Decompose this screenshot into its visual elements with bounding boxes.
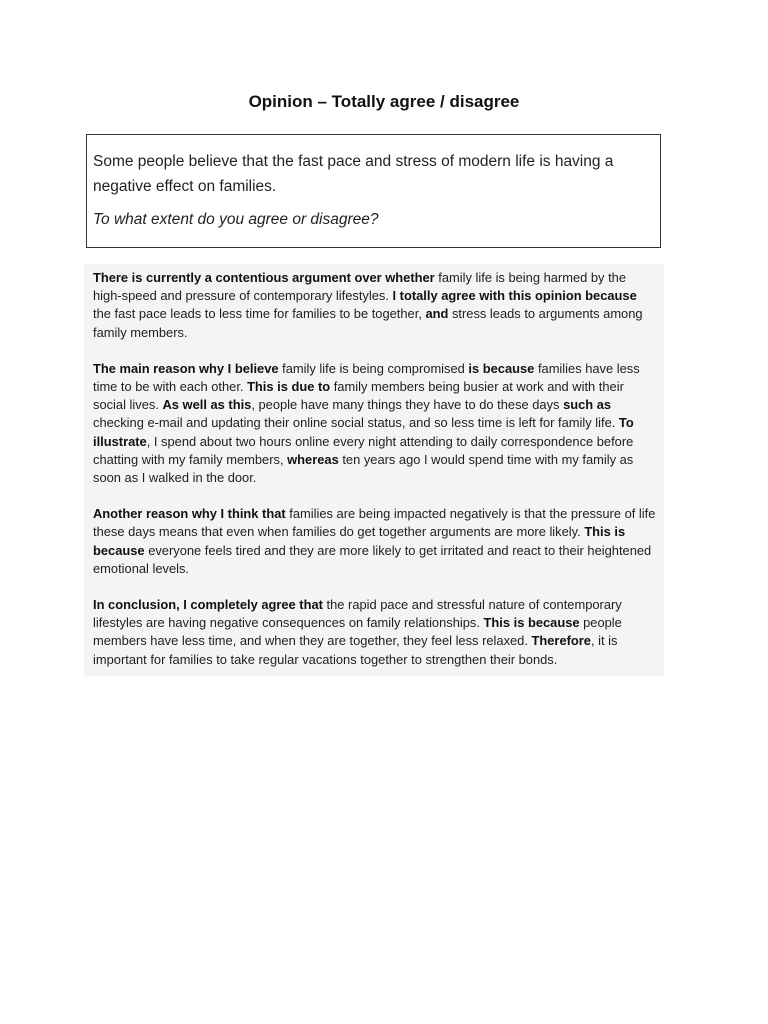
essay-key-phrase: This is due to	[247, 379, 331, 395]
essay-key-phrase: In conclusion, I completely agree that	[93, 597, 323, 613]
essay-text-run: everyone feels tired and they are more likely to get irritated and react to their heightened emotional levels.	[93, 542, 652, 576]
essay-text-run: , it is important for families to take regular vacations together to strengthen their bonds.	[93, 633, 618, 667]
essay-text-run: family life is being compromised	[278, 360, 469, 376]
essay-text-run: , I spend about two hours online every night attending to daily correspondence before chatting with my family members,	[93, 433, 634, 467]
essay-text-run: stress leads to arguments among family members.	[93, 306, 643, 340]
essay-key-phrase: To illustrate	[93, 415, 634, 449]
page-title: Opinion – Totally agree / disagree	[248, 92, 520, 111]
essay-key-phrase: There is currently a contentious argument over whether	[93, 270, 435, 285]
essay-key-phrase: whereas	[287, 451, 339, 467]
essay-body	[84, 264, 664, 676]
essay-paragraph-conclusion	[93, 596, 656, 669]
essay-text-run: families have less time to be with each other.	[93, 360, 640, 395]
essay-text-run: family life is being harmed by the high-speed and pressure of contemporary lifestyles.	[93, 270, 626, 304]
essay-text-run: people members have less time, and when they are together, they feel less relaxed.	[93, 615, 622, 649]
essay-text-run: families are being impacted negatively is that the pressure of life these days means that even when families do get together arguments are more likely.	[93, 506, 656, 540]
essay-paragraph-introduction	[93, 269, 656, 342]
essay-key-phrase: I totally agree with this opinion because	[392, 288, 637, 304]
essay-key-phrase: Another reason why I think that	[93, 506, 286, 522]
essay-paragraph-another-reason	[93, 505, 656, 578]
essay-key-phrase: As well as this	[162, 397, 252, 413]
essay-text-run: the rapid pace and stressful nature of contemporary lifestyles are having negative consequences on family relationships.	[93, 597, 622, 631]
essay-key-phrase: and	[425, 306, 449, 322]
essay-key-phrase: This is because	[93, 524, 626, 558]
prompt-statement: Some people believe that the fast pace and stress of modern life is having a negative effect on families.	[93, 153, 614, 195]
essay-prompt-box	[86, 134, 661, 248]
essay-paragraph-main-reason	[93, 360, 656, 487]
essay-text-run: the fast pace leads to less time for families to be together,	[93, 306, 426, 322]
prompt-question: To what extent do you agree or disagree?	[93, 211, 379, 228]
essay-text-run: family members being busier at work and with their social lives.	[93, 379, 624, 413]
essay-key-phrase: This is because	[483, 615, 580, 631]
essay-text-run: ten years ago I would spend time with my family as soon as I walked in the door.	[93, 451, 634, 486]
essay-text-run: checking e-mail and updating their online social status, and so less time is left for family life.	[93, 415, 619, 431]
essay-key-phrase: is because	[468, 360, 535, 376]
essay-key-phrase: Therefore	[531, 633, 591, 649]
essay-text-run: , people have many things they have to do these days	[251, 397, 564, 413]
essay-key-phrase: such as	[563, 397, 612, 413]
essay-key-phrase: The main reason why I believe	[93, 360, 279, 376]
